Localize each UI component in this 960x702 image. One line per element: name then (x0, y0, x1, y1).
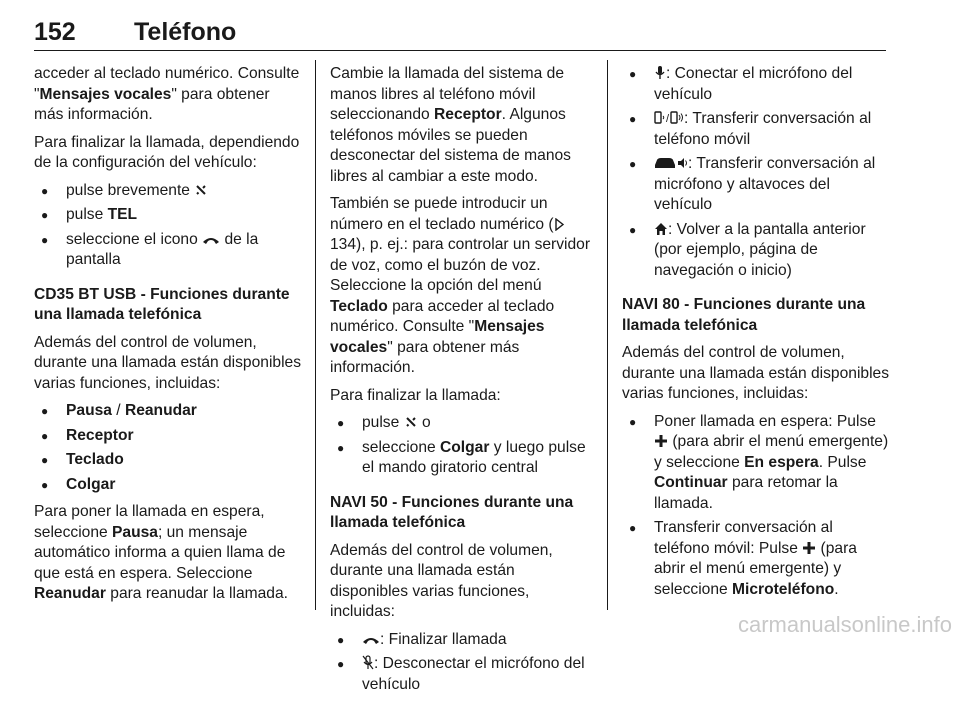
list-item: ● seleccione el icono de la pantalla (34, 230, 302, 271)
end-call-list (330, 413, 592, 479)
home-icon (654, 222, 668, 236)
section-heading: NAVI 50 - Funciones durante una llamada telefónica (330, 493, 574, 531)
end-call-icon (202, 234, 220, 246)
list-item: ● : Finalizar llamada (330, 630, 592, 651)
microphone-icon (654, 65, 666, 80)
paragraph: Además del control de volumen, durante una llamada están disponibles varias funciones, incluidas: (622, 344, 890, 402)
list-item: ● Pausa / Reanudar (34, 401, 302, 422)
list-item: ● pulse TEL (34, 205, 302, 226)
list-item: ● Poner llamada en espera: Pulse (para abrir el menú emergente) y seleccione En espera. Pulse Continuar para retomar la llamada. (622, 412, 890, 515)
end-call-list (34, 181, 302, 271)
microphone-off-icon (362, 655, 374, 670)
section-heading: NAVI 80 - Funciones durante una llamada telefónica (622, 296, 866, 334)
plus-icon (802, 541, 816, 555)
list-item: ● seleccione Colgar y luego pulse el mando giratorio central (330, 438, 592, 479)
column-divider (607, 60, 608, 610)
column-3 (622, 64, 890, 607)
paragraph: Además del control de volumen, durante una llamada están disponibles varias funciones, incluidas: (34, 333, 302, 392)
paragraph: Para finalizar la llamada: (330, 386, 501, 404)
paragraph: Además del control de volumen, durante una llamada están disponibles varias funciones, incluidas: (330, 541, 553, 620)
column-divider (315, 60, 316, 610)
function-list (34, 401, 302, 495)
paragraph: Para finalizar la llamada, dependiendo de la configuración del vehículo: (34, 133, 300, 171)
paragraph: También se puede introducir un número en el teclado numérico ( 134), p. ej.: para controlar un servidor de voz, como el buzón de voz. Seleccione la opción del menú Teclado para acceder al teclado numérico. Consulte "Mensajes vocales" para obtener más información. (330, 195, 591, 376)
list-item: ● / : Transferir conversación al teléfono móvil (622, 109, 890, 150)
list-item: ● Receptor (34, 426, 302, 447)
page-header (34, 6, 886, 51)
paragraph: Para poner la llamada en espera, seleccione Pausa; un mensaje automático informa a quien llama de que está en espera. Seleccione Reanudar para reanudar la llamada. (34, 503, 288, 602)
list-item: ● : Volver a la pantalla anterior (por ejemplo, página de navegación o inicio) (622, 220, 890, 282)
hang-up-handset-icon (404, 415, 418, 429)
list-item: ● Transferir conversación al teléfono móvil: Pulse (para abrir el menú emergente) y seleccione Microteléfono. (622, 518, 890, 600)
function-list (622, 64, 890, 281)
paragraph: Cambie la llamada del sistema de manos libres al teléfono móvil seleccionando Receptor. Algunos teléfonos móviles se pueden desconectar del sistema de manos libres al cambiar a este modo. (330, 65, 571, 185)
list-item: ● pulse brevemente (34, 181, 302, 202)
list-item: ● Teclado (34, 450, 302, 471)
page-title: Teléfono (134, 18, 237, 46)
list-item: ● : Desconectar el micrófono del vehículo (330, 654, 592, 695)
hang-up-handset-icon (194, 183, 208, 197)
page-reference-arrow-icon (554, 218, 565, 231)
list-item: ● Colgar (34, 475, 302, 496)
function-list (622, 412, 890, 601)
car-speaker-icon (654, 156, 688, 170)
column-2 (330, 64, 592, 702)
page-number: 152 (34, 18, 76, 46)
column-1 (34, 64, 302, 612)
section-heading: CD35 BT USB - Funciones durante una llamada telefónica (34, 285, 290, 323)
end-call-icon (362, 634, 380, 646)
transfer-to-phone-icon (654, 111, 684, 125)
list-item: ● pulse o (330, 413, 592, 434)
watermark: carmanualsonline.info (737, 612, 952, 637)
list-item: ● : Transferir conversación al micrófono y altavoces del vehículo (622, 154, 890, 216)
function-list (330, 630, 592, 696)
plus-icon (654, 434, 668, 448)
list-item: ● : Conectar el micrófono del vehículo (622, 64, 890, 105)
paragraph: acceder al teclado numérico. Consulte "Mensajes vocales" para obtener más información. (34, 65, 300, 123)
svg-text:/: ● / (666, 113, 670, 125)
